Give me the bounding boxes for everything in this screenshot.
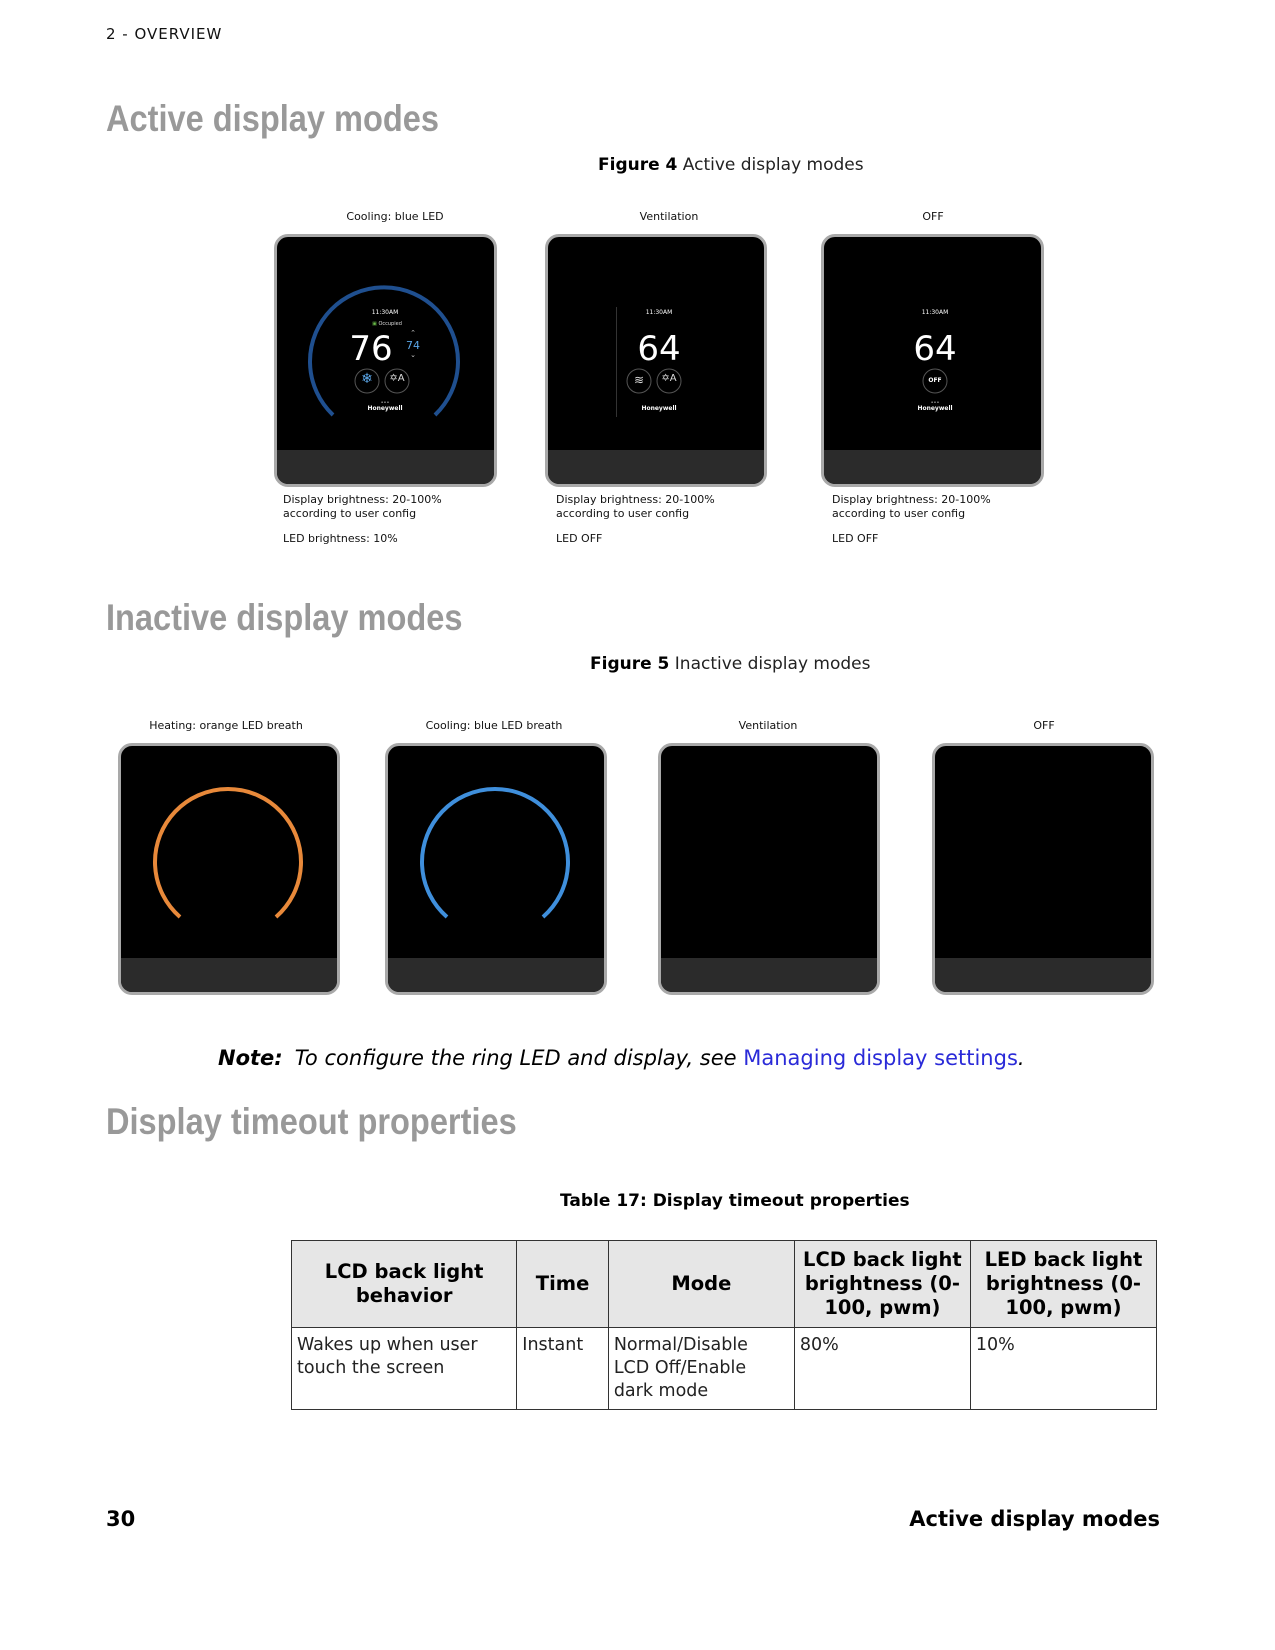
note-label: Note:: [218, 1046, 283, 1070]
figure-text: Active display modes: [682, 155, 864, 175]
table-row: [292, 1328, 1157, 1410]
off-button[interactable]: OFF: [928, 377, 942, 384]
page-dots: •••: [930, 400, 940, 406]
figure-text: Inactive display modes: [674, 654, 871, 674]
desc-brightness-3: Display brightness: 20-100% according to user config: [832, 493, 991, 520]
current-temperature: 64: [913, 329, 957, 369]
display-timeout-table: [291, 1240, 1157, 1410]
brand-logo: Honeywell: [641, 405, 677, 412]
occupied-status: ▣ Occupied: [372, 321, 402, 327]
table-cell: Instant: [517, 1328, 609, 1410]
fan-auto-icon[interactable]: ✡A: [389, 373, 405, 384]
cooling-breath-ring: [388, 746, 604, 992]
device-label-ventilation-inactive: Ventilation: [738, 719, 798, 732]
device-label-cooling: Cooling: blue LED: [346, 210, 444, 223]
setpoint-down-icon[interactable]: ⌄: [410, 351, 416, 359]
note-text: To configure the ring LED and display, see: [294, 1046, 744, 1070]
led-status-2: LED OFF: [556, 532, 603, 545]
device-bezel: [277, 450, 494, 484]
brand-logo: Honeywell: [367, 405, 403, 412]
setpoint-up-icon[interactable]: ⌃: [410, 329, 416, 337]
thermostat-cooling: [274, 234, 497, 487]
device-bezel: [548, 450, 764, 484]
thermostat-off-inactive: [932, 743, 1154, 995]
current-temperature: 64: [637, 329, 681, 369]
col-header: Mode: [608, 1241, 794, 1328]
table-cell: 80%: [794, 1328, 970, 1410]
desc-brightness-2: Display brightness: 20-100% according to user config: [556, 493, 715, 520]
managing-display-settings-link[interactable]: Managing display settings: [743, 1046, 1018, 1070]
footer-title: Active display modes: [909, 1507, 1160, 1531]
device-label-ventilation: Ventilation: [639, 210, 699, 223]
current-temperature: 76: [349, 329, 393, 369]
col-header: LCD back light behavior: [292, 1241, 517, 1328]
device-label-off-inactive: OFF: [1033, 719, 1055, 732]
table-cell: 10%: [970, 1328, 1156, 1410]
figure-label: Figure 5: [590, 654, 670, 674]
time-readout: 11:30AM: [921, 309, 949, 316]
table-header-row: [292, 1241, 1157, 1328]
table-cell: Normal/Disable LCD Off/Enable dark mode: [608, 1328, 794, 1410]
brand-logo: Honeywell: [917, 405, 953, 412]
ventilation-icon[interactable]: ≋: [633, 373, 645, 387]
divider: [616, 307, 617, 417]
device-bezel: [388, 958, 604, 992]
figure-5-caption: [590, 654, 870, 674]
device-bezel: [121, 958, 337, 992]
thermostat-heating-breath: [118, 743, 340, 995]
thermostat-ventilation: [545, 234, 767, 487]
time-readout: 11:30AM: [371, 309, 399, 316]
led-status-1: LED brightness: 10%: [283, 532, 398, 545]
thermostat-off: [821, 234, 1044, 487]
device-label-off: OFF: [922, 210, 944, 223]
page-dots: •••: [380, 400, 390, 406]
device-bezel: [935, 958, 1151, 992]
heating-ring: [121, 746, 337, 992]
device-label-cooling-breath: Cooling: blue LED breath: [425, 719, 563, 732]
section-title-active: Active display modes: [106, 98, 439, 139]
figure-label: Figure 4: [598, 155, 678, 175]
section-title-inactive: Inactive display modes: [106, 597, 463, 638]
page-number: 30: [106, 1507, 136, 1531]
device-bezel: [824, 450, 1041, 484]
led-status-3: LED OFF: [832, 532, 879, 545]
setpoint: 74: [406, 339, 420, 352]
fan-auto-icon[interactable]: ✡A: [661, 373, 677, 384]
section-title-timeout: Display timeout properties: [106, 1101, 517, 1142]
thermostat-ventilation-inactive: [658, 743, 880, 995]
device-bezel: [661, 958, 877, 992]
col-header: LED back light brightness (0-100, pwm): [970, 1241, 1156, 1328]
snowflake-icon[interactable]: ❄: [361, 371, 373, 387]
figure-4-caption: [598, 155, 864, 175]
running-head: 2 - OVERVIEW: [106, 25, 223, 43]
time-readout: 11:30AM: [645, 309, 673, 316]
col-header: Time: [517, 1241, 609, 1328]
table-caption: Table 17: Display timeout properties: [560, 1191, 910, 1211]
table-cell: Wakes up when user touch the screen: [292, 1328, 517, 1410]
col-header: LCD back light brightness (0-100, pwm): [794, 1241, 970, 1328]
device-label-heating-breath: Heating: orange LED breath: [149, 719, 303, 732]
thermostat-cooling-breath: [385, 743, 607, 995]
note: Note: To configure the ring LED and display, see Managing display settings.: [218, 1046, 1025, 1070]
desc-brightness-1: Display brightness: 20-100% according to user config: [283, 493, 442, 520]
